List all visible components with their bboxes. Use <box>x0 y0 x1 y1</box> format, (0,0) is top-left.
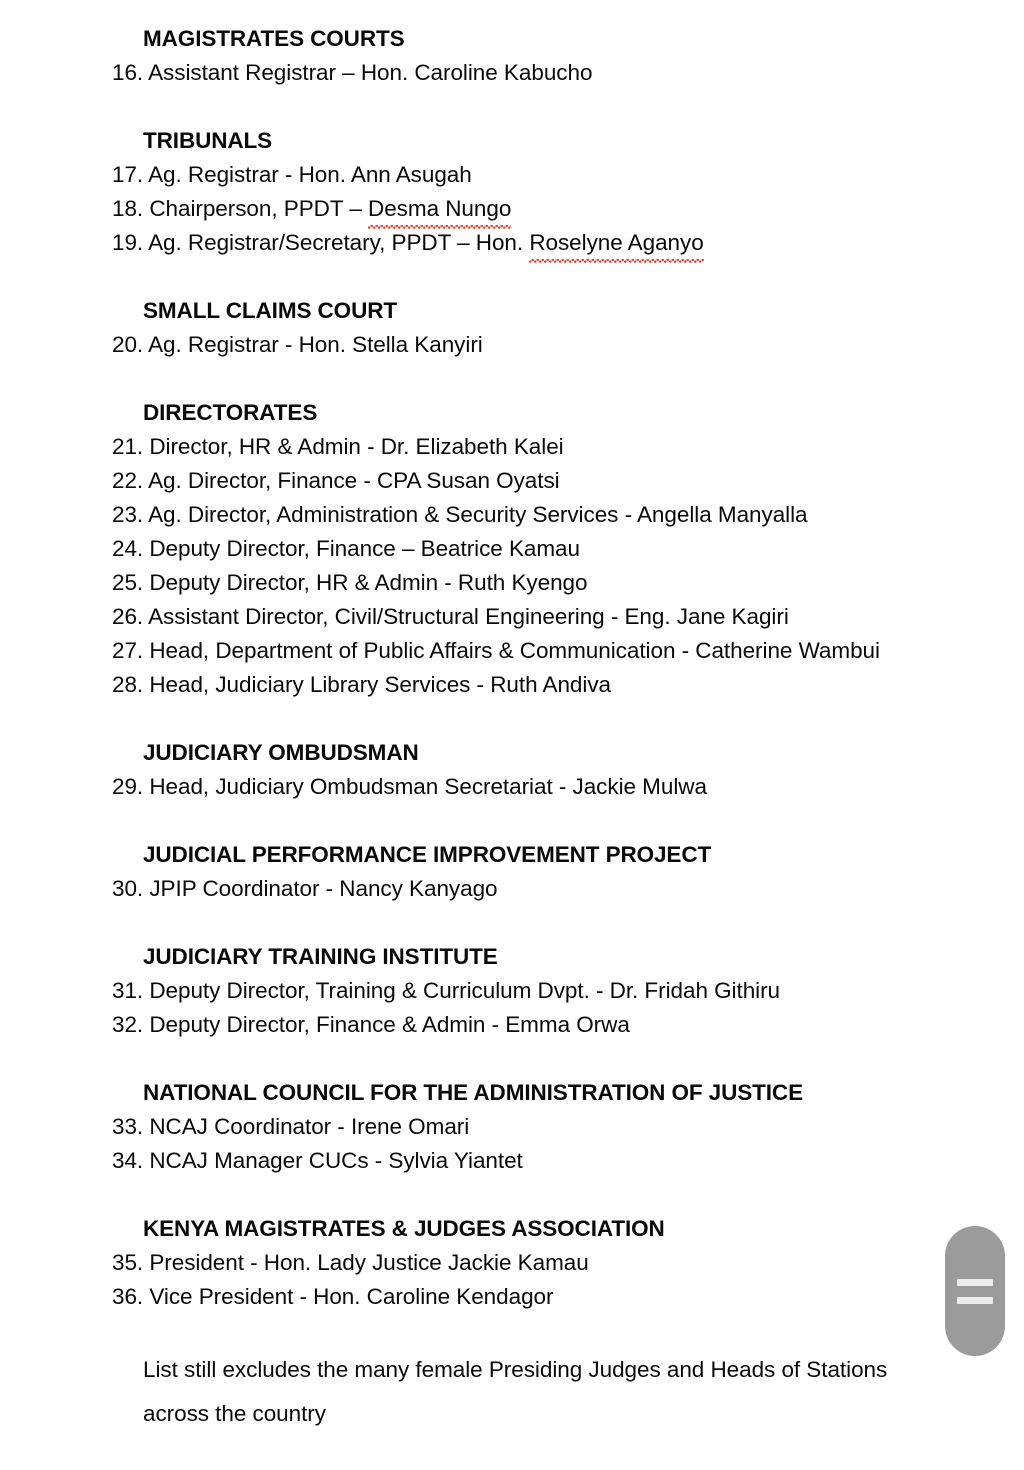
spacer <box>0 1314 1024 1348</box>
document-section <box>0 940 1024 1042</box>
list-item <box>112 226 1024 260</box>
list-item: 26. Assistant Director, Civil/Structural Engineering - Eng. Jane Kagiri <box>112 604 789 629</box>
list-item: 22. Ag. Director, Finance - CPA Susan Oyatsi <box>112 468 560 493</box>
document-section <box>0 1076 1024 1178</box>
list-item: 28. Head, Judiciary Library Services - Ruth Andiva <box>112 672 611 697</box>
footnote-text: List still excludes the many female Presiding Judges and Heads of Stations across the country <box>143 1357 888 1426</box>
spacer <box>0 90 1024 124</box>
spacer <box>0 1042 1024 1076</box>
drag-handle-icon[interactable] <box>945 1226 1005 1356</box>
document-section <box>0 294 1024 362</box>
spellcheck-flagged-text: Roselyne Aganyo <box>529 226 703 260</box>
section-heading: DIRECTORATES <box>143 400 318 425</box>
section-list <box>0 22 1024 1314</box>
spacer <box>0 1178 1024 1212</box>
section-heading: JUDICIARY TRAINING INSTITUTE <box>143 944 498 969</box>
list-item: 30. JPIP Coordinator - Nancy Kanyago <box>112 876 498 901</box>
list-item: 23. Ag. Director, Administration & Security Services - Angella Manyalla <box>112 502 808 527</box>
list-item: 32. Deputy Director, Finance & Admin - Emma Orwa <box>112 1012 630 1037</box>
document-section <box>0 736 1024 804</box>
list-item-label: 18. Chairperson, PPDT – <box>112 196 369 221</box>
list-item: 24. Deputy Director, Finance – Beatrice Kamau <box>112 536 580 561</box>
section-heading: SMALL CLAIMS COURT <box>143 298 398 323</box>
list-item: 34. NCAJ Manager CUCs - Sylvia Yiantet <box>112 1148 523 1173</box>
list-item: 16. Assistant Registrar – Hon. Caroline Kabucho <box>112 60 593 85</box>
spacer <box>0 702 1024 736</box>
section-heading: JUDICIAL PERFORMANCE IMPROVEMENT PROJECT <box>143 842 712 867</box>
list-item: 35. President - Hon. Lady Justice Jackie Kamau <box>112 1250 589 1275</box>
list-item: 31. Deputy Director, Training & Curriculum Dvpt. - Dr. Fridah Githiru <box>112 978 781 1003</box>
list-item: 27. Head, Department of Public Affairs & Communication - Catherine Wambui <box>112 638 880 663</box>
document-section <box>0 22 1024 90</box>
document-section <box>0 124 1024 260</box>
section-heading: MAGISTRATES COURTS <box>143 26 405 51</box>
list-item-label: 19. Ag. Registrar/Secretary, PPDT – Hon. <box>112 230 530 255</box>
list-item: 36. Vice President - Hon. Caroline Kendagor <box>112 1284 554 1309</box>
section-heading: KENYA MAGISTRATES & JUDGES ASSOCIATION <box>143 1216 665 1241</box>
document-section <box>0 838 1024 906</box>
spacer <box>0 260 1024 294</box>
handle-bar-1 <box>957 1279 993 1286</box>
list-item: 17. Ag. Registrar - Hon. Ann Asugah <box>112 162 472 187</box>
list-item: 20. Ag. Registrar - Hon. Stella Kanyiri <box>112 332 483 357</box>
section-heading: TRIBUNALS <box>143 128 273 153</box>
spellcheck-flagged-text: Desma Nungo <box>368 192 511 226</box>
list-item: 29. Head, Judiciary Ombudsman Secretariat - Jackie Mulwa <box>112 774 707 799</box>
spacer <box>0 362 1024 396</box>
section-heading: JUDICIARY OMBUDSMAN <box>143 740 419 765</box>
section-heading: NATIONAL COUNCIL FOR THE ADMINISTRATION OF JUSTICE <box>143 1080 803 1105</box>
list-item: 25. Deputy Director, HR & Admin - Ruth Kyengo <box>112 570 588 595</box>
list-item: 33. NCAJ Coordinator - Irene Omari <box>112 1114 470 1139</box>
document-section <box>0 396 1024 702</box>
handle-bar-2 <box>957 1297 993 1304</box>
document-section <box>0 1212 1024 1314</box>
spacer <box>0 804 1024 838</box>
spacer <box>0 906 1024 940</box>
list-item <box>112 192 1024 226</box>
list-item: 21. Director, HR & Admin - Dr. Elizabeth Kalei <box>112 434 564 459</box>
